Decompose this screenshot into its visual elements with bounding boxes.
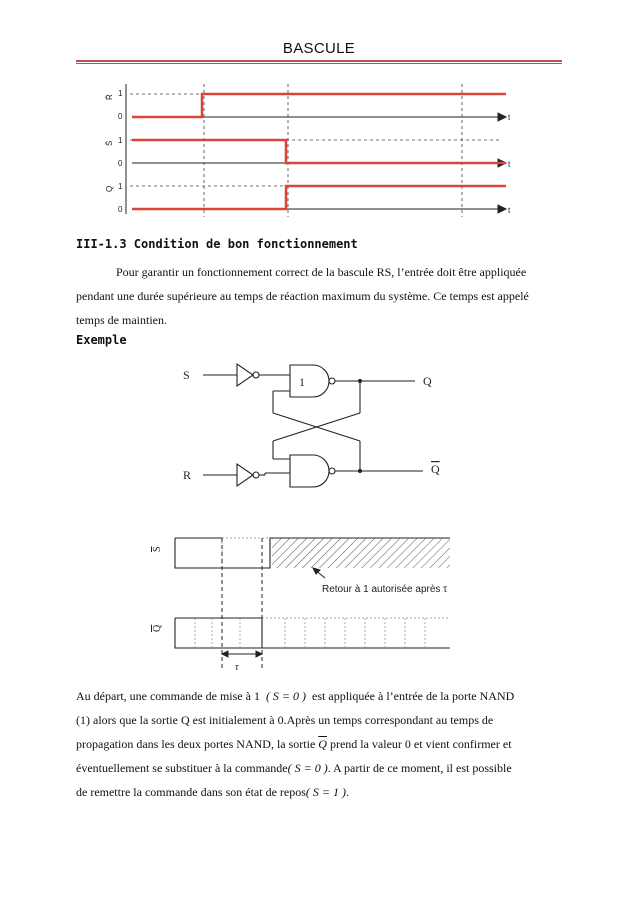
svg-text:0: 0 — [118, 205, 123, 214]
svg-text:1: 1 — [118, 89, 123, 98]
svg-text:0: 0 — [118, 159, 123, 168]
body-paragraph: Au départ, une commande de mise à 1 ( S = 0 ) est appliquée à l’entrée de la porte NAND (1) alors que la sortie Q est initialement à 0.Après un temps correspondant au temps de propagation dans les deux portes NAND, la sortie $\overline{Q}$ prend la valeur 0 et vient confirmer et éventuellement se substituer à la commande( S = 0 ). A partir de ce moment, il est possible de remettre la commande dans son état de repos( S = 1 ). — [76, 689, 515, 799]
signal-label-qbar-2: Q — [152, 624, 163, 632]
svg-text:S: S — [183, 368, 190, 382]
header-divider — [76, 60, 562, 62]
svg-text:Q: Q — [423, 374, 432, 388]
section-paragraph: Pour garantir un fonctionnement correct de la bascule RS, l’entrée doit être appliquée pendant une durée supérieure au temps de réaction maximum du système. Ce temps est appelé temps de maintien. — [76, 265, 529, 327]
tau-label: τ — [235, 662, 239, 673]
svg-text:1: 1 — [118, 182, 123, 191]
rs-nand-circuit — [175, 355, 465, 495]
svg-text:Q: Q — [431, 462, 440, 476]
signal-label-sbar-2: S — [152, 546, 163, 552]
header-divider-thin — [76, 63, 562, 64]
timing-diagram-example — [150, 508, 500, 678]
svg-text:t: t — [508, 113, 511, 122]
svg-text:0: 0 — [118, 112, 123, 121]
signal-trace-sbar — [132, 140, 506, 163]
signal-label-rbar: R̄ — [105, 94, 114, 100]
timing-diagram-rs — [100, 82, 525, 222]
page-header: BASCULE — [282, 40, 356, 57]
signal-label-sbar: S̄ — [105, 140, 114, 146]
svg-text:R: R — [183, 468, 192, 482]
signal-trace-rbar — [132, 94, 506, 117]
example-heading: Exemple — [76, 333, 127, 347]
svg-text:1: 1 — [118, 136, 123, 145]
svg-text:t: t — [508, 206, 511, 215]
signal-label-q: Q — [105, 185, 114, 192]
annotation-text: Retour à 1 autorisée après τ — [322, 584, 448, 595]
signal-trace-q — [132, 186, 506, 209]
svg-text:t: t — [508, 160, 511, 169]
section-heading: III-1.3 Condition de bon fonctionnement — [76, 237, 358, 251]
svg-text:1: 1 — [299, 375, 305, 389]
